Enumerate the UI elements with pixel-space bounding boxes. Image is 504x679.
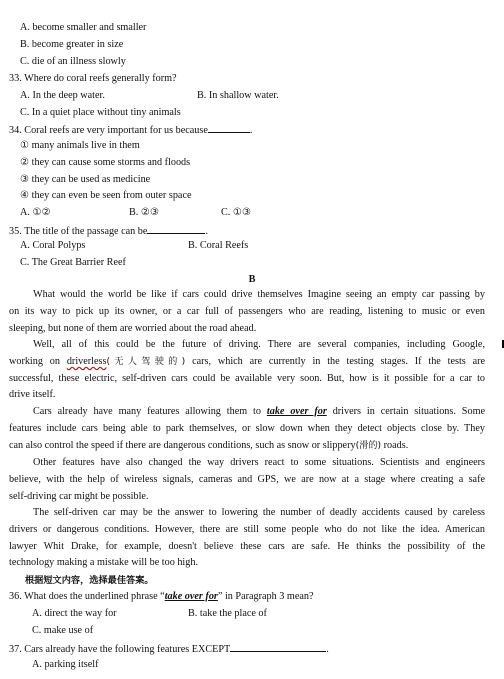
p5-line-2: drivers or dangerous conditions. However, there are still some people who do not like the idea. American [9,523,485,535]
p4-line-2: believe, with the help of wireless signals, cameras and GPS, we are now at a stage where creating a safe [9,473,485,485]
passage-paragraph-1 [9,287,485,337]
q36-phrase: take over for [164,591,218,602]
q32-option-b: B. become greater in size [20,39,124,50]
p4-line-1: Other features have also changed the way drivers react to some situations. Scientists and engineers [33,457,485,468]
gloss-slippery: (滑的) [355,439,382,451]
q35-option-c: C. The Great Barrier Reef [20,257,126,268]
p2-line-2-start: working on [9,355,60,367]
p3-line-3-end: roads. [383,439,409,451]
q34-statement-4: ④ they can even be seen from outer space [20,190,192,201]
gloss-driverless: (无人驾驶的) [106,355,186,367]
q33-question: 33. Where do coral reefs generally form? [9,73,177,84]
p5-line-1: The self-driven car may be the answer to lowering the number of deadly accidents caused by careless [33,507,485,518]
q34-question-text: 34. Coral reefs are very important for us because [9,125,208,136]
p2-line-4: drive itself. [9,389,56,401]
q35-period: . [205,226,208,237]
q36-option-a: A. direct the way for [32,608,117,619]
q34-statement-1: ① many animals live in them [20,140,140,151]
q33-option-b: B. In shallow water. [197,90,279,101]
q35-question-text: 35. The title of the passage can be [9,226,148,237]
q34-statement-3: ③ they can be used as medicine [20,174,151,185]
q34-statement-2: ② they can cause some storms and floods [20,157,191,168]
q35-option-b: B. Coral Reefs [188,240,249,251]
p2-line-2-end: cars, which are currently in the testing stages. If the tests are [192,355,486,367]
passage-paragraph-2 [9,337,485,404]
q35-answer-blank [147,223,205,234]
q34-option-a: A. ①② [20,207,51,218]
q37-question-text: 37. Cars already have the following features EXCEPT [9,644,231,655]
q34-option-b: B. ②③ [129,207,160,218]
p2-line-1: Well, all of this could be the future of driving. There are several companies, including Google, [33,339,485,350]
p3-line-3-start: can also control the speed if there are dangerous conditions, such as snow or slippery [9,439,356,451]
instruction-cn: 根据短文内容，选择最佳答案。 [25,575,154,586]
p1-line-1: What would the world be like if cars could drive themselves Imagine seeing an empty car passing by [33,289,485,300]
p3-line-1-end: drivers in certain situations. Some [332,406,486,417]
p5-line-3: lawyer Whit Drake, for example, doesn't believe these cars are safe. He thinks the possibility of the [9,540,485,552]
q34-option-c: C. ①③ [221,207,252,218]
passage-paragraph-5 [9,505,485,572]
p1-line-2: on its way to pick up its owner, or a car full of passengers who are reading, listening to music or even [9,305,485,317]
passage-paragraph-3 [9,404,485,454]
p5-line-4: technology making a mistake will be too high. [9,557,199,569]
p3-line-1 [9,404,485,421]
q33-option-a: A. In the deep water. [20,90,105,101]
q35-option-a: A. Coral Polyps [20,240,86,251]
q36-option-b: B. take the place of [188,608,267,619]
q36-question-start: 36. What does the underlined phrase “ [9,591,165,602]
p3-line-3 [9,438,485,455]
p2-line-3: successful, these electric, self-driven cars could be available very soon. But, how is it possible for a car to [9,372,485,384]
q34-period: . [249,125,253,136]
q37-period: . [326,644,329,655]
q37-question [9,641,329,656]
q37-option-a: A. parking itself [32,659,99,670]
p2-line-2 [9,354,485,371]
q36-question-end: ” in Paragraph 3 mean? [217,591,314,602]
section-b-heading: B [248,274,256,285]
phrase-take-over-for: take over for [266,406,327,417]
p4-line-3: self-driving car might be possible. [9,490,149,502]
q32-option-c: C. die of an illness slowly [20,56,126,67]
p1-line-3: sleeping, but none of them are worried about the road ahead. [9,322,257,334]
q34-answer-blank [208,122,250,133]
q36-option-c: C. make use of [32,625,94,636]
passage-paragraph-4 [9,455,485,505]
q33-option-c: C. In a quiet place without tiny animals [20,107,181,118]
q36-question [9,590,313,603]
word-driverless: driverless [66,355,107,367]
q37-answer-blank [230,641,326,652]
q32-option-a: A. become smaller and smaller [20,22,147,33]
q35-question [9,223,208,238]
p3-line-1-start: Cars already have many features allowing them to [33,406,261,417]
q34-question [9,122,252,137]
p3-line-2: features include cars being able to park themselves, or slow down when they detect objects close by. They [9,422,485,434]
